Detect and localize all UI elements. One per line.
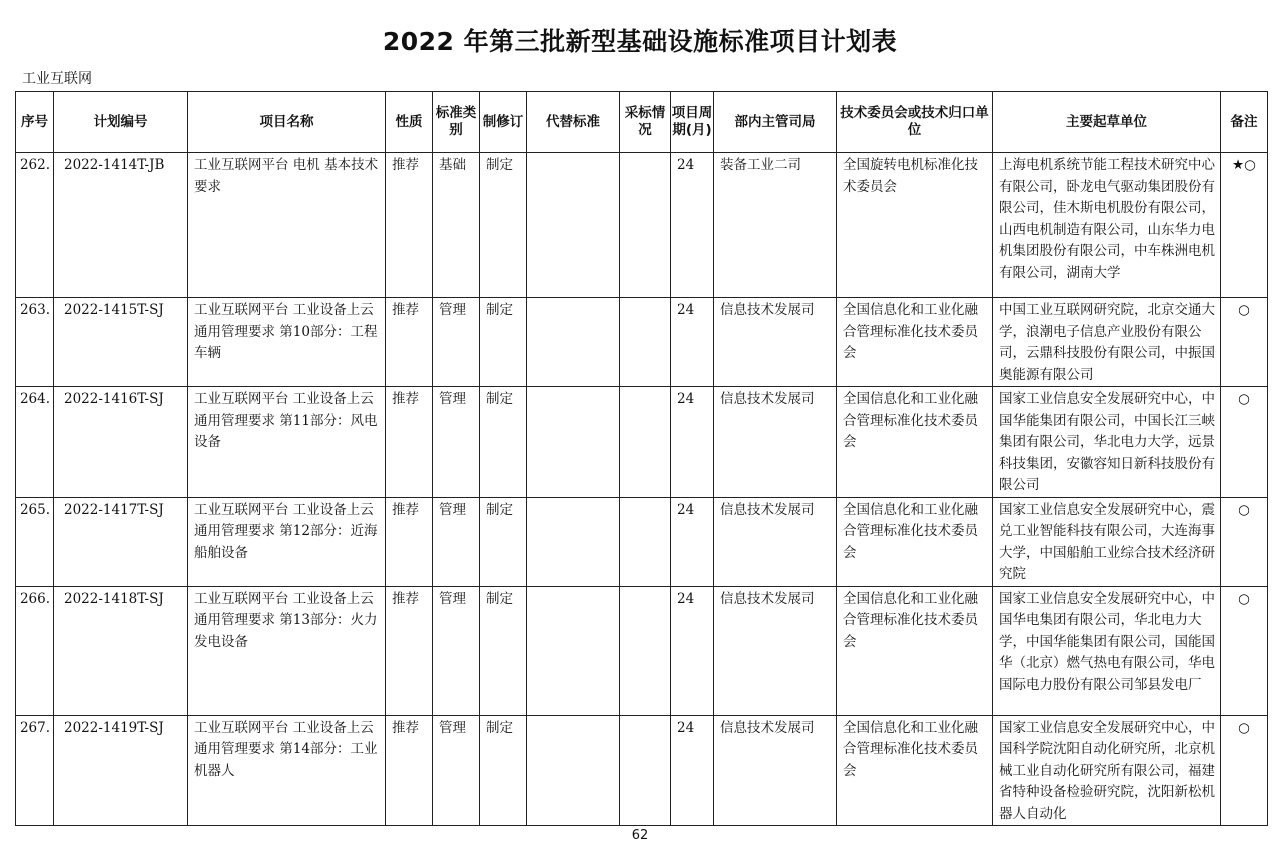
cell-no: 267. bbox=[16, 715, 54, 826]
cell-name: 工业互联网平台 工业设备上云通用管理要求 第12部分：近海船舶设备 bbox=[188, 497, 386, 586]
cell-adopt bbox=[620, 715, 671, 826]
cell-note: ★○ bbox=[1221, 153, 1268, 298]
cell-adopt bbox=[620, 586, 671, 715]
cell-committee: 全国信息化和工业化融合管理标准化技术委员会 bbox=[837, 387, 993, 498]
cell-code: 2022-1416T-SJ bbox=[54, 387, 188, 498]
cell-type: 制定 bbox=[480, 497, 527, 586]
cell-period: 24 bbox=[671, 586, 714, 715]
cell-category: 管理 bbox=[433, 715, 480, 826]
table-row bbox=[16, 298, 1268, 387]
header-nature: 性质 bbox=[386, 92, 433, 153]
table-row bbox=[16, 387, 1268, 498]
cell-name: 工业互联网平台 工业设备上云通用管理要求 第14部分：工业机器人 bbox=[188, 715, 386, 826]
cell-note: ○ bbox=[1221, 497, 1268, 586]
cell-type: 制定 bbox=[480, 586, 527, 715]
cell-drafters: 国家工业信息安全发展研究中心，中国华电集团有限公司，华北电力大学，中国华能集团有限公司，国能国华（北京）燃气热电有限公司，华电国际电力股份有限公司邹县发电厂 bbox=[993, 586, 1221, 715]
cell-note: ○ bbox=[1221, 387, 1268, 498]
cell-type: 制定 bbox=[480, 387, 527, 498]
cell-drafters: 国家工业信息安全发展研究中心，中国华能集团有限公司，中国长江三峡集团有限公司，华北电力大学，远景科技集团，安徽容知日新科技股份有限公司 bbox=[993, 387, 1221, 498]
cell-period: 24 bbox=[671, 298, 714, 387]
cell-nature: 推荐 bbox=[386, 387, 433, 498]
header-period: 项目周期(月) bbox=[671, 92, 714, 153]
cell-committee: 全国信息化和工业化融合管理标准化技术委员会 bbox=[837, 715, 993, 826]
page-title: 2022 年第三批新型基础设施标准项目计划表 bbox=[382, 27, 898, 56]
table-header-row bbox=[16, 92, 1268, 153]
cell-no: 263. bbox=[16, 298, 54, 387]
cell-replace bbox=[527, 298, 620, 387]
table-row bbox=[16, 715, 1268, 826]
cell-no: 265. bbox=[16, 497, 54, 586]
header-note: 备注 bbox=[1221, 92, 1268, 153]
cell-name: 工业互联网平台 工业设备上云通用管理要求 第11部分：风电设备 bbox=[188, 387, 386, 498]
cell-dept: 信息技术发展司 bbox=[714, 387, 837, 498]
header-replace: 代替标准 bbox=[527, 92, 620, 153]
header-category: 标准类别 bbox=[433, 92, 480, 153]
cell-drafters: 中国工业互联网研究院，北京交通大学，浪潮电子信息产业股份有限公司，云鼎科技股份有限公司，中振国奥能源有限公司 bbox=[993, 298, 1221, 387]
cell-adopt bbox=[620, 497, 671, 586]
cell-category: 管理 bbox=[433, 586, 480, 715]
cell-drafters: 上海电机系统节能工程技术研究中心有限公司，卧龙电气驱动集团股份有限公司，佳木斯电机股份有限公司，山西电机制造有限公司，山东华力电机集团股份有限公司，中车株洲电机有限公司，湖南大学 bbox=[993, 153, 1221, 298]
cell-name: 工业互联网平台 电机 基本技术要求 bbox=[188, 153, 386, 298]
cell-dept: 信息技术发展司 bbox=[714, 715, 837, 826]
cell-name: 工业互联网平台 工业设备上云通用管理要求 第13部分：火力发电设备 bbox=[188, 586, 386, 715]
cell-dept: 装备工业二司 bbox=[714, 153, 837, 298]
cell-replace bbox=[527, 153, 620, 298]
cell-no: 262. bbox=[16, 153, 54, 298]
cell-code: 2022-1417T-SJ bbox=[54, 497, 188, 586]
cell-committee: 全国信息化和工业化融合管理标准化技术委员会 bbox=[837, 497, 993, 586]
cell-period: 24 bbox=[671, 387, 714, 498]
cell-dept: 信息技术发展司 bbox=[714, 586, 837, 715]
cell-nature: 推荐 bbox=[386, 497, 433, 586]
plan-table bbox=[15, 91, 1268, 826]
cell-code: 2022-1419T-SJ bbox=[54, 715, 188, 826]
header-committee: 技术委员会或技术归口单位 bbox=[837, 92, 993, 153]
table-row bbox=[16, 586, 1268, 715]
cell-period: 24 bbox=[671, 153, 714, 298]
header-name: 项目名称 bbox=[188, 92, 386, 153]
cell-replace bbox=[527, 387, 620, 498]
header-adopt: 采标情况 bbox=[620, 92, 671, 153]
cell-code: 2022-1415T-SJ bbox=[54, 298, 188, 387]
cell-note: ○ bbox=[1221, 298, 1268, 387]
cell-period: 24 bbox=[671, 715, 714, 826]
cell-period: 24 bbox=[671, 497, 714, 586]
cell-adopt bbox=[620, 387, 671, 498]
cell-category: 管理 bbox=[433, 497, 480, 586]
cell-category: 管理 bbox=[433, 298, 480, 387]
cell-note: ○ bbox=[1221, 586, 1268, 715]
cell-replace bbox=[527, 497, 620, 586]
cell-dept: 信息技术发展司 bbox=[714, 298, 837, 387]
cell-no: 266. bbox=[16, 586, 54, 715]
cell-drafters: 国家工业信息安全发展研究中心，中国科学院沈阳自动化研究所，北京机械工业自动化研究所有限公司，福建省特种设备检验研究院，沈阳新松机器人自动化 bbox=[993, 715, 1221, 826]
cell-nature: 推荐 bbox=[386, 153, 433, 298]
cell-committee: 全国信息化和工业化融合管理标准化技术委员会 bbox=[837, 298, 993, 387]
cell-category: 基础 bbox=[433, 153, 480, 298]
cell-note: ○ bbox=[1221, 715, 1268, 826]
header-code: 计划编号 bbox=[54, 92, 188, 153]
cell-name: 工业互联网平台 工业设备上云通用管理要求 第10部分：工程车辆 bbox=[188, 298, 386, 387]
header-drafters: 主要起草单位 bbox=[993, 92, 1221, 153]
page-number: 62 bbox=[631, 828, 649, 843]
cell-adopt bbox=[620, 298, 671, 387]
table-row bbox=[16, 153, 1268, 298]
cell-drafters: 国家工业信息安全发展研究中心，震兑工业智能科技有限公司，大连海事大学，中国船舶工业综合技术经济研究院 bbox=[993, 497, 1221, 586]
cell-nature: 推荐 bbox=[386, 298, 433, 387]
section-label: 工业互联网 bbox=[22, 71, 92, 87]
header-dept: 部内主管司局 bbox=[714, 92, 837, 153]
cell-replace bbox=[527, 715, 620, 826]
cell-committee: 全国信息化和工业化融合管理标准化技术委员会 bbox=[837, 586, 993, 715]
header-type: 制修订 bbox=[480, 92, 527, 153]
cell-no: 264. bbox=[16, 387, 54, 498]
cell-code: 2022-1414T-JB bbox=[54, 153, 188, 298]
cell-nature: 推荐 bbox=[386, 715, 433, 826]
cell-type: 制定 bbox=[480, 715, 527, 826]
cell-category: 管理 bbox=[433, 387, 480, 498]
cell-adopt bbox=[620, 153, 671, 298]
cell-committee: 全国旋转电机标准化技术委员会 bbox=[837, 153, 993, 298]
cell-nature: 推荐 bbox=[386, 586, 433, 715]
cell-type: 制定 bbox=[480, 298, 527, 387]
header-no: 序号 bbox=[16, 92, 54, 153]
cell-code: 2022-1418T-SJ bbox=[54, 586, 188, 715]
cell-type: 制定 bbox=[480, 153, 527, 298]
table-row bbox=[16, 497, 1268, 586]
cell-dept: 信息技术发展司 bbox=[714, 497, 837, 586]
cell-replace bbox=[527, 586, 620, 715]
